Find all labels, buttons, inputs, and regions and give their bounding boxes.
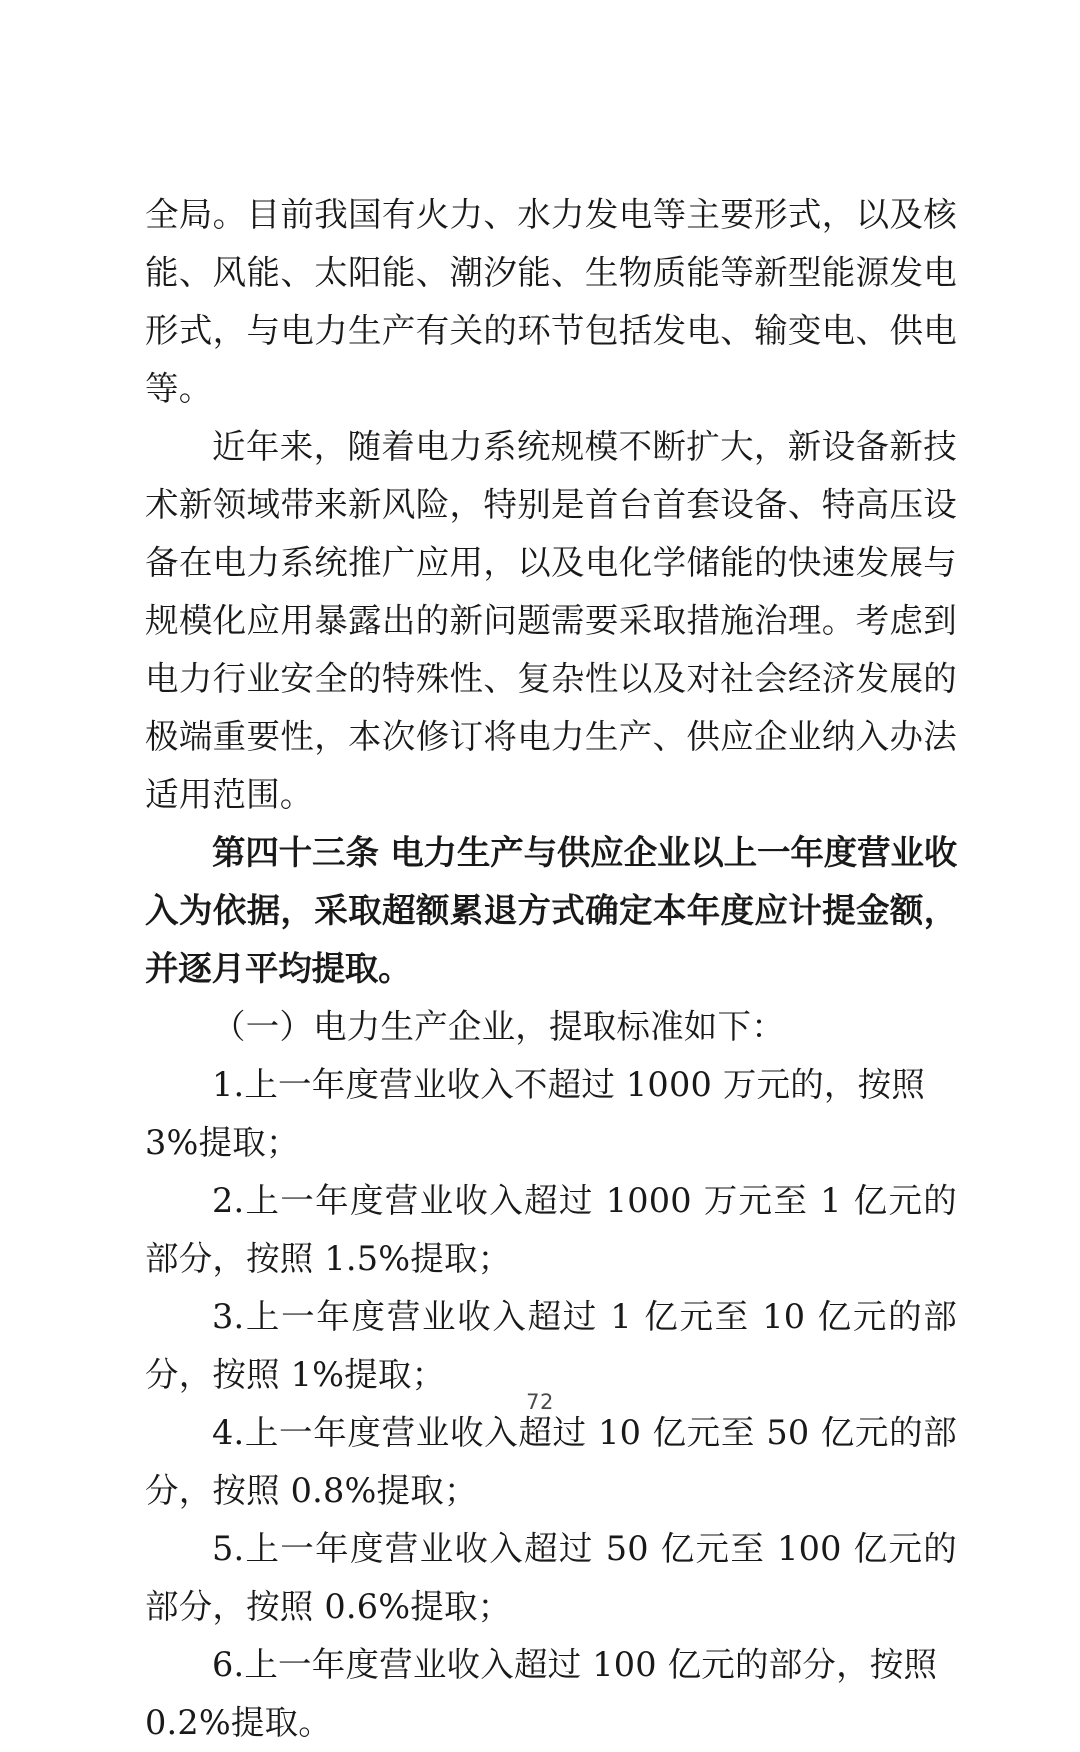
article-43-clause: 第四十三条 电力生产与供应企业以上一年度营业收入为依据，采取超额累退方式确定本年度应计提金额，并逐月平均提取。 [145, 833, 957, 988]
list-item-5: 5.上一年度营业收入超过 50 亿元至 100 亿元的部分，按照 0.6%提取； [145, 1529, 957, 1626]
list-item-2: 2.上一年度营业收入超过 1000 万元至 1 亿元的部分，按照 1.5%提取； [145, 1181, 957, 1278]
paragraph-recent-years: 近年来，随着电力系统规模不断扩大，新设备新技术新领域带来新风险，特别是首台首套设备、特高压设备在电力系统推广应用，以及电化学储能的快速发展与规模化应用暴露出的新问题需要采取措施治理。考虑到电力行业安全的特殊性、复杂性以及对社会经济发展的极端重要性，本次修订将电力生产、供应企业纳入办法适用范围。 [145, 427, 957, 814]
list-item-6: 6.上一年度营业收入超过 100 亿元的部分，按照 0.2%提取。 [145, 1645, 938, 1742]
list-item-1: 1.上一年度营业收入不超过 1000 万元的，按照 3%提取； [145, 1065, 926, 1162]
paragraph-continuation: 全局。目前我国有火力、水力发电等主要形式，以及核能、风能、太阳能、潮汐能、生物质能等新型能源发电形式，与电力生产有关的环节包括发电、输变电、供电等。 [145, 195, 957, 408]
list-item-3: 3.上一年度营业收入超过 1 亿元至 10 亿元的部分，按照 1%提取； [145, 1297, 957, 1394]
page-text-body [145, 186, 957, 1752]
page-number: 72 [526, 1390, 554, 1414]
subsection-one-heading: （一）电力生产企业，提取标准如下： [212, 1007, 785, 1046]
list-item-4: 4.上一年度营业收入超过 10 亿元至 50 亿元的部分，按照 0.8%提取； [145, 1413, 957, 1510]
